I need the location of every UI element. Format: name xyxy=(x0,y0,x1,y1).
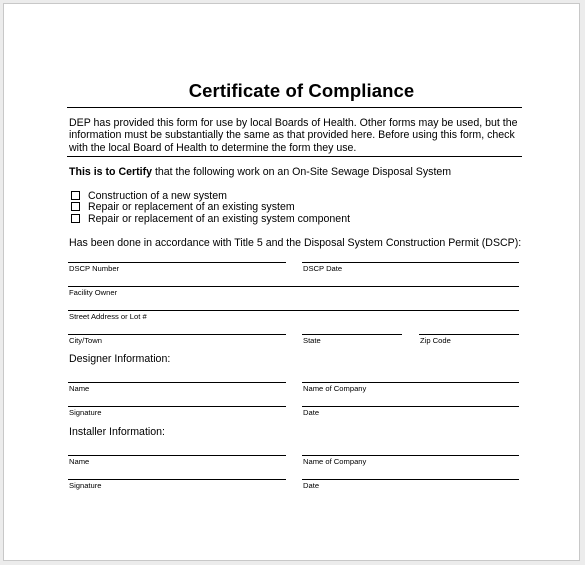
option-label: Repair or replacement of an existing system xyxy=(88,201,295,213)
street-address-field[interactable] xyxy=(68,310,519,311)
installer-date-label: Date xyxy=(303,481,320,490)
intro-divider xyxy=(67,156,522,157)
zip-code-field[interactable] xyxy=(419,334,519,335)
dscp-number-label: DSCP Number xyxy=(69,264,120,273)
dscp-date-field[interactable] xyxy=(302,262,519,263)
designer-company-field[interactable] xyxy=(302,382,519,383)
installer-heading: Installer Information: xyxy=(69,426,165,438)
facility-owner-label: Facility Owner xyxy=(69,288,118,297)
state-label: State xyxy=(303,336,321,345)
city-town-field[interactable] xyxy=(68,334,286,335)
checkbox[interactable] xyxy=(71,191,80,200)
designer-heading: Designer Information: xyxy=(69,353,171,365)
designer-date-field[interactable] xyxy=(302,406,519,407)
checkbox[interactable] xyxy=(71,202,80,211)
facility-owner-field[interactable] xyxy=(68,286,519,287)
installer-signature-field[interactable] xyxy=(68,479,286,480)
zip-code-label: Zip Code xyxy=(420,336,451,345)
city-town-label: City/Town xyxy=(69,336,102,345)
compliance-statement: Has been done in accordance with Title 5 and the Disposal System Construction Permit (DSCP): xyxy=(69,237,522,249)
installer-name-field[interactable] xyxy=(68,455,286,456)
dscp-date-label: DSCP Date xyxy=(303,264,343,273)
certify-bold-text: This is to Certify xyxy=(69,166,152,178)
street-address-label: Street Address or Lot # xyxy=(69,312,147,321)
certify-statement xyxy=(69,166,451,178)
designer-name-label: Name xyxy=(69,384,90,393)
option-repair-system[interactable] xyxy=(71,201,295,213)
designer-signature-label: Signature xyxy=(69,408,102,417)
document-title: Certificate of Compliance xyxy=(188,80,415,101)
installer-company-label: Name of Company xyxy=(303,457,367,466)
state-field[interactable] xyxy=(302,334,402,335)
dscp-number-field[interactable] xyxy=(68,262,286,263)
designer-company-label: Name of Company xyxy=(303,384,367,393)
installer-date-field[interactable] xyxy=(302,479,519,480)
designer-date-label: Date xyxy=(303,408,320,417)
installer-name-label: Name xyxy=(69,457,90,466)
designer-name-field[interactable] xyxy=(68,382,286,383)
title-divider xyxy=(67,107,522,108)
designer-signature-field[interactable] xyxy=(68,406,286,407)
option-label: Construction of a new system xyxy=(88,190,227,202)
certify-text: that the following work on an On-Site Sewage Disposal System xyxy=(152,166,452,178)
installer-company-field[interactable] xyxy=(302,455,519,456)
checkbox[interactable] xyxy=(71,214,80,223)
installer-signature-label: Signature xyxy=(69,481,102,490)
option-label: Repair or replacement of an existing system component xyxy=(88,213,351,225)
document-page xyxy=(3,3,580,561)
option-repair-component[interactable] xyxy=(71,213,350,225)
intro-paragraph: DEP has provided this form for use by local Boards of Health. Other forms may be used, but the information must be substantially the same as that provided here. Before using this form, check with the local Board of Health to determine the form they use. xyxy=(69,117,518,154)
